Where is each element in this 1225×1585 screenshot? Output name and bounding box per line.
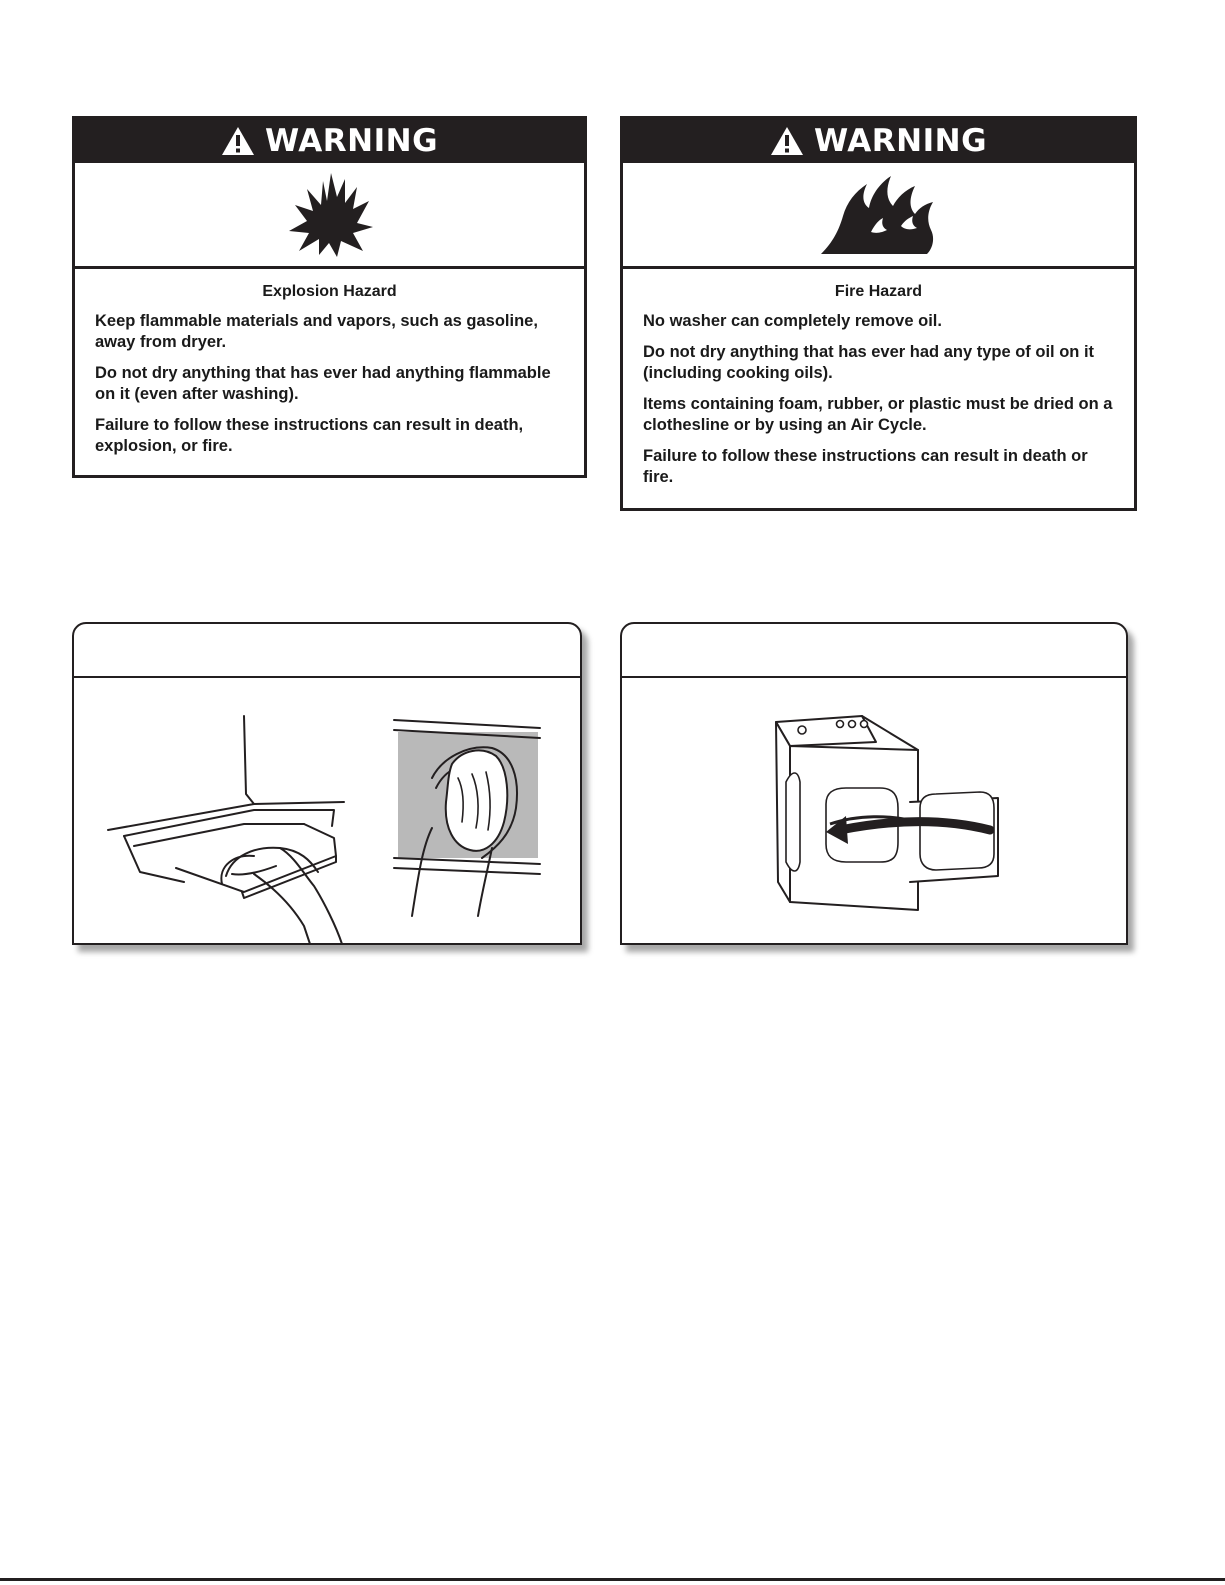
symbol-area	[623, 163, 1134, 269]
hazard-line: Keep flammable materials and vapors, such as gasoline, away from dryer.	[95, 312, 538, 351]
hazard-line: Do not dry anything that has ever had any type of oil on it (including cooking oils).	[643, 343, 1095, 382]
hazard-line: Failure to follow these instructions can result in death or fire.	[643, 447, 1088, 486]
hand-cleaning-lint-screen-illustration	[104, 706, 384, 946]
hazard-line: No washer can completely remove oil.	[643, 312, 942, 330]
fire-warning-box	[620, 116, 1137, 511]
hazard-title: Explosion Hazard	[262, 283, 397, 300]
warning-header	[75, 119, 584, 163]
warning-triangle-icon	[221, 126, 255, 156]
hand-wiping-drum-illustration	[392, 718, 542, 918]
warning-header-text: WARNING	[813, 123, 988, 159]
hazard-title: Fire Hazard	[834, 283, 923, 300]
hazard-line: Items containing foam, rubber, or plastic must be dried on a clothesline or by using an Air Cycle.	[643, 395, 1113, 434]
explosion-warning-box	[72, 116, 587, 478]
hazard-line: Do not dry anything that has ever had anything flammable on it (even after washing).	[95, 364, 551, 403]
dryer-door-panel	[620, 622, 1128, 945]
dryer-door-open-illustration	[770, 712, 1030, 922]
hazard-body	[75, 311, 584, 457]
hazard-line: Failure to follow these instructions can result in death, explosion, or fire.	[95, 416, 524, 455]
page-bottom-rule	[0, 1578, 1225, 1581]
symbol-area	[75, 163, 584, 269]
warning-header	[623, 119, 1134, 163]
warning-header-text: WARNING	[264, 123, 439, 159]
hazard-body	[623, 311, 1134, 488]
lint-screen-panel	[72, 622, 582, 945]
panel-header	[622, 624, 1126, 678]
warning-triangle-icon	[770, 126, 804, 156]
explosion-icon	[285, 171, 375, 259]
fire-icon	[819, 172, 939, 258]
panel-header	[74, 624, 580, 678]
